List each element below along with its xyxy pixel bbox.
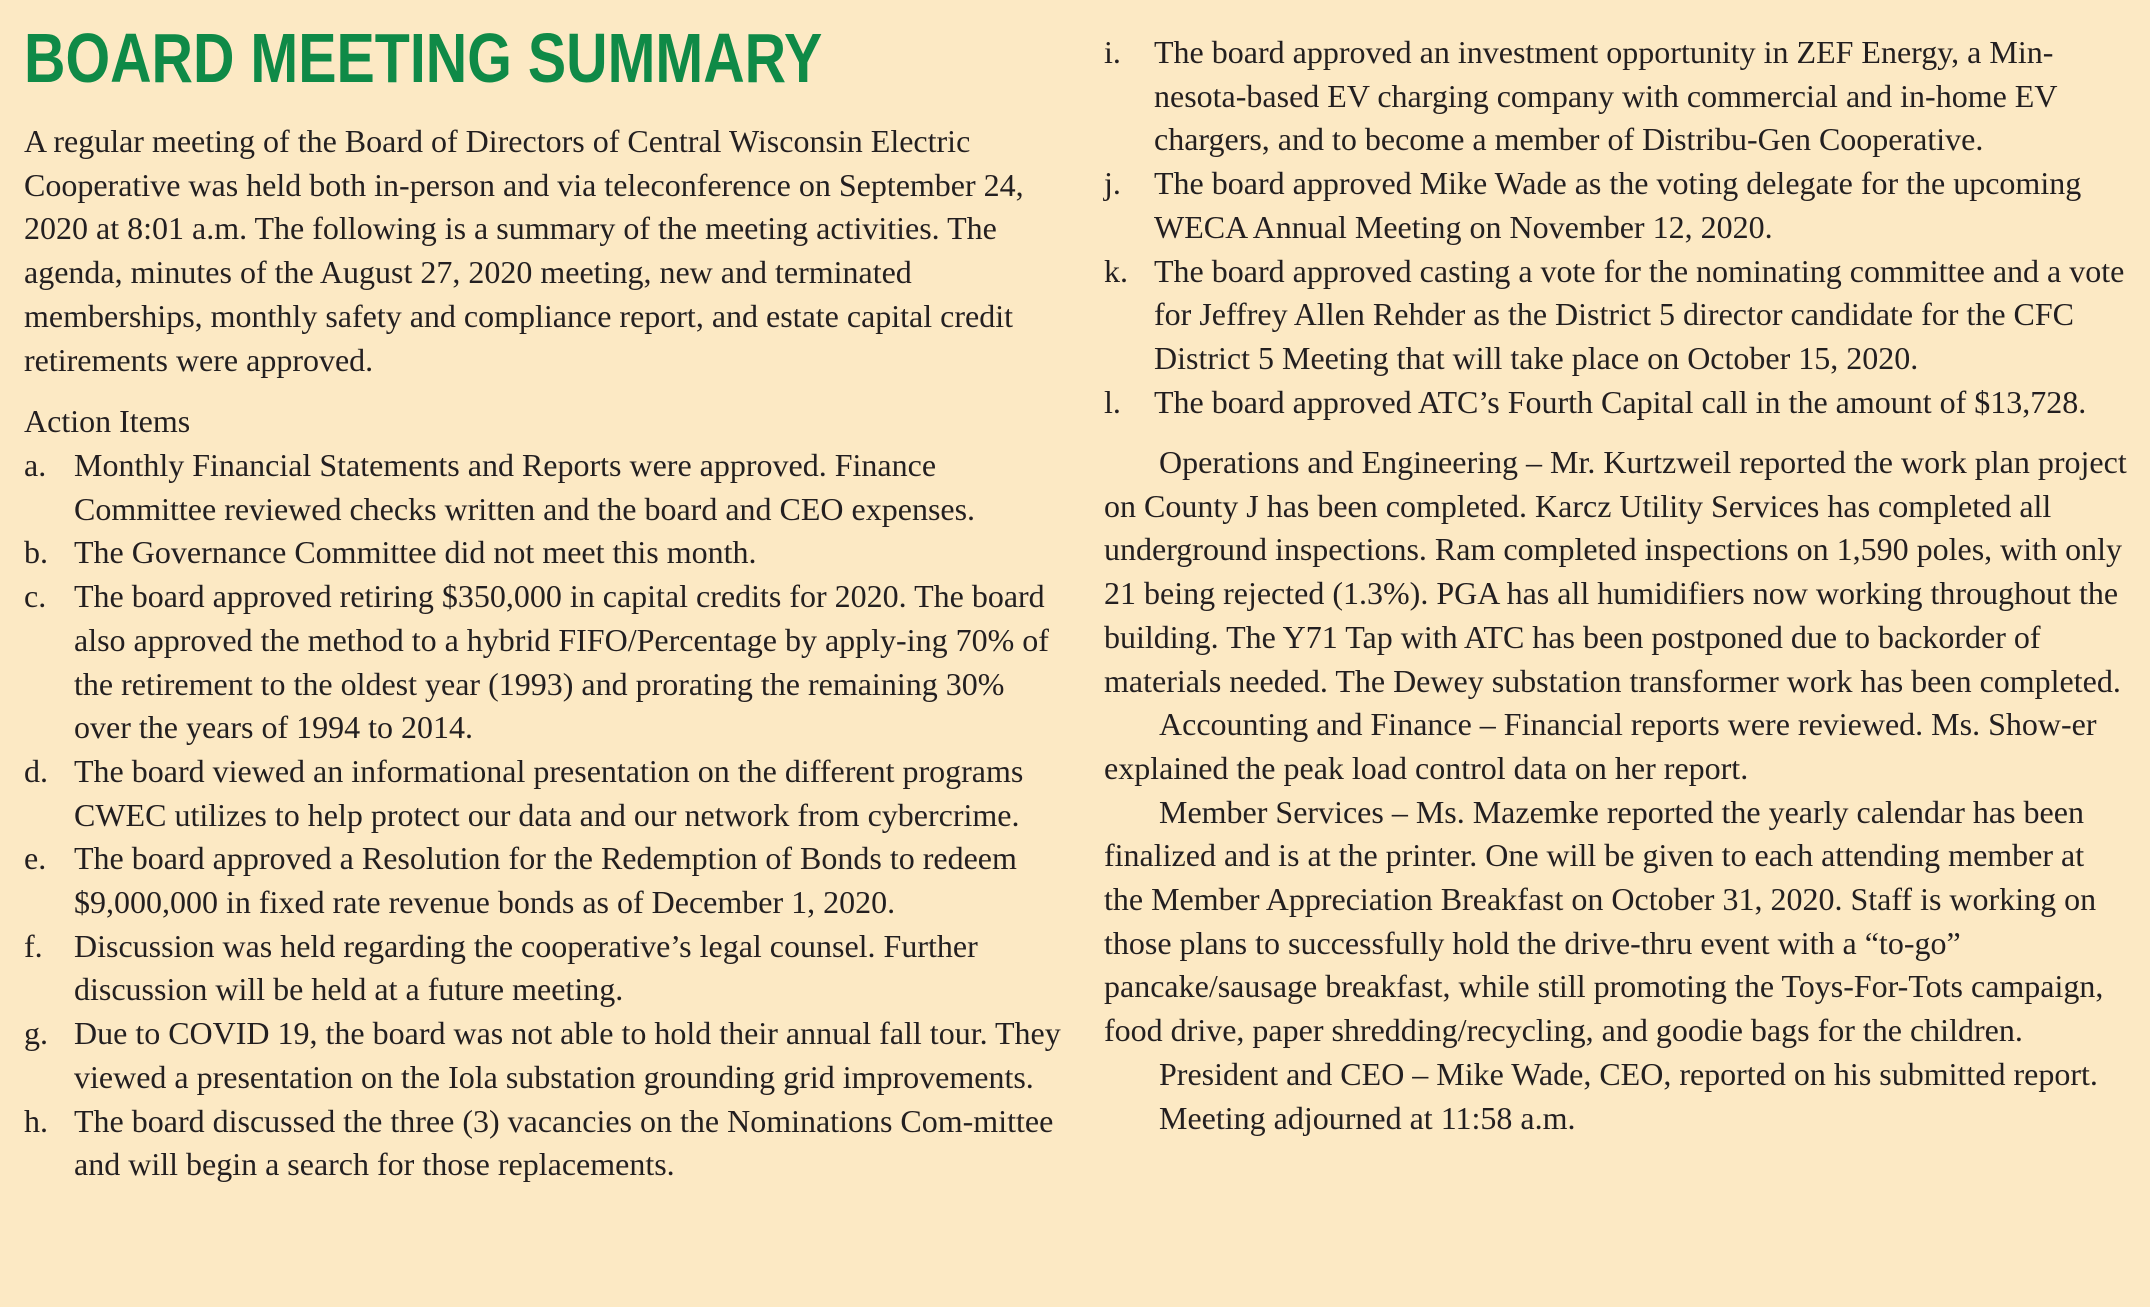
item-text: The board approved casting a vote for the nominating committee and a vote for Jeffrey Allen Rehder as the District 5 director candidate for the CFC District 5 Meeting that will take place on October 15, 2020. [1154,252,2125,376]
intro-paragraph: A regular meeting of the Board of Directors of Central Wisconsin Electric Cooperative was held both in-person and via teleconference on September 24, 2020 at 8:01 a.m. The following is a summary of the meeting activities. The agenda, minutes of the August 27, 2020 meeting, new and terminated memberships, monthly safety and compliance report, and estate capital credit retirements were approved. [24,123,1024,378]
action-item-j [1104,162,2129,249]
action-item-k [1104,250,2129,381]
item-marker: i. [1104,34,1121,70]
action-item-d [24,750,1064,837]
item-marker: k. [1104,252,1128,289]
action-item-l [1104,381,2129,425]
item-text: The Governance Committee did not meet this month. [74,534,757,571]
report-president-ceo: President and CEO – Mike Wade, CEO, reported on his submitted report. [1159,1055,2098,1092]
action-item-e [24,837,1064,924]
item-text: The board viewed an informational presentation on the different programs CWEC utilizes to help protect our data and our network from cybercrime. [74,752,1024,833]
item-text: The board approved Mike Wade as the voting delegate for the upcoming WECA Annual Meeting on November 12, 2020. [1154,165,2082,245]
action-item-h [24,1100,1064,1187]
page-title: BOARD MEETING SUMMARY [24,19,823,97]
action-item-f [24,925,1064,1012]
action-items-list-right [1104,31,2129,424]
action-item-g [24,1012,1064,1099]
report-accounting-finance: Accounting and Finance – Financial reports were reviewed. Ms. Show-er explained the peak load control data on her report. [1104,706,2097,786]
item-text: The board discussed the three (3) vacancies on the Nominations Com-mittee and will begin a search for those replacements. [74,1102,1054,1183]
item-marker: b. [24,534,48,571]
item-text: The board approved a Resolution for the Redemption of Bonds to redeem $9,000,000 in fixed rate revenue bonds as of December 1, 2020. [74,840,1017,921]
item-marker: f. [24,927,43,964]
item-text: Monthly Financial Statements and Reports were approved. Finance Committee reviewed checks written and the board and CEO expenses. [74,447,976,527]
item-marker: c. [24,578,47,615]
item-text: Discussion was held regarding the cooperative’s legal counsel. Further discussion will be held at a future meeting. [74,927,978,1008]
report-member-services: Member Services – Ms. Mazemke reported the yearly calendar has been finalized and is at the printer. One will be given to each attending member at the Member Appreciation Breakfast on October 31, 2020. Staff is working on those plans to successfully hold the drive-thru event with a “to-go” pancake/sausage breakfast, while still promoting the Toys-For-Tots campaign, food drive, paper shredding/recycling, and goodie bags for the children. [1104,793,2104,1049]
item-marker: j. [1104,165,1121,202]
item-marker: g. [24,1015,48,1052]
item-marker: d. [24,752,48,789]
action-items-list-left [24,444,1064,1187]
action-item-b [24,531,1064,575]
item-text: The board approved an investment opportunity in ZEF Energy, a Min-nesota-based EV charging company with commercial and in-home EV chargers, and to become a member of Distribu-Gen Cooperative. [1154,34,2057,158]
action-item-a [24,444,1064,531]
item-marker: a. [24,447,47,483]
report-operations-engineering: Operations and Engineering – Mr. Kurtzweil reported the work plan project on County J has been completed. Karcz Utility Services has completed all underground inspections. Ram completed inspections on 1,590 poles, with only 21 being rejected (1.3%). PGA has all humidifiers now working throughout the building. The Y71 Tap with ATC has been postponed due to backorder of materials needed. The Dewey substation transformer work has been completed. [1104,444,2127,699]
item-marker: l. [1104,383,1121,420]
item-marker: e. [24,840,47,877]
item-text: The board approved ATC’s Fourth Capital call in the amount of $13,728. [1154,383,2087,420]
item-text: The board approved retiring $350,000 in capital credits for 2020. The board also approved the method to a hybrid FIFO/Percentage by apply-ing 70% of the retirement to the oldest year (1993) and prorating the remaining 30% over the years of 1994 to 2014. [74,578,1049,746]
action-item-c [24,575,1064,750]
item-marker: h. [24,1102,48,1139]
department-reports [1104,441,2129,1140]
item-text: Due to COVID 19, the board was not able to hold their annual fall tour. They viewed a presentation on the Iola substation grounding grid improvements. [74,1015,1061,1095]
action-item-i [1104,31,2129,162]
action-items-heading: Action Items [24,403,191,439]
meeting-adjourned: Meeting adjourned at 11:58 a.m. [1159,1099,1576,1136]
